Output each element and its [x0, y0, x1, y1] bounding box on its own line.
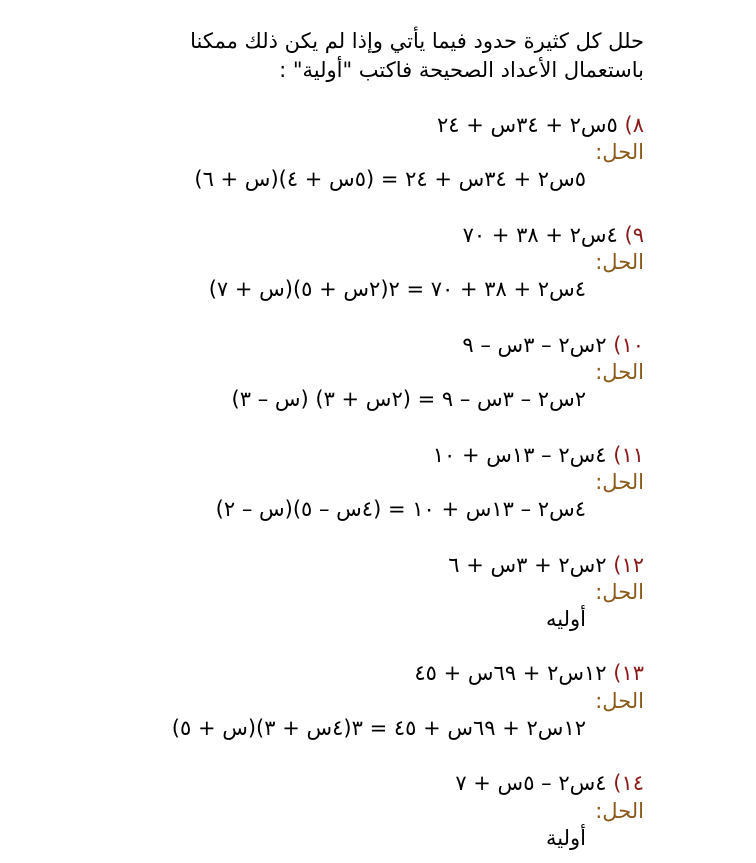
solution-label: الحل:: [595, 470, 644, 494]
solution-label: الحل:: [595, 250, 644, 274]
problem-number: ١٠): [613, 333, 644, 357]
problem-expression: ٤س٢ – ٥س + ٧: [455, 771, 607, 795]
solution-label: الحل:: [595, 799, 644, 823]
problem-number: ١٣): [613, 661, 644, 685]
solution-label: الحل:: [595, 360, 644, 384]
problem-expression: ٤س٢ + ٣٨ + ٧٠: [462, 223, 618, 247]
problem-8: [437, 110, 644, 140]
instructions-line-2: باستعمال الأعداد الصحيحة فاكتب "أولية" :: [279, 58, 644, 82]
problem-number: ٩): [624, 223, 644, 247]
solution-text: ٢س٢ – ٣س – ٩ = (٢س + ٣) (س – ٣): [231, 387, 586, 411]
solution-text: أولية: [546, 826, 586, 850]
solution-text: ٥س٢ + ٣٤س + ٢٤ = (٥س + ٤)(س + ٦): [194, 167, 586, 191]
problem-10: [462, 330, 644, 360]
solution-text: ١٢س٢ + ٦٩س + ٤٥ = ٣(٤س + ٣)(س + ٥): [171, 716, 586, 740]
problem-14: [455, 768, 644, 798]
problem-11: [433, 440, 644, 470]
problem-number: ١٢): [613, 553, 644, 577]
problem-number: ٨): [624, 113, 644, 137]
problem-12: [448, 550, 644, 580]
solution-label: الحل:: [595, 580, 644, 604]
problem-expression: ٢س٢ – ٣س – ٩: [462, 333, 607, 357]
problem-expression: ٥س٢ + ٣٤س + ٢٤: [436, 113, 618, 137]
instructions-line-1: حلل كل كثيرة حدود فيما يأتي وإذا لم يكن ذلك ممكنا: [190, 29, 644, 53]
problem-expression: ٤س٢ – ١٣س + ١٠: [432, 443, 607, 467]
problem-number: ١٤): [613, 771, 644, 795]
problem-number: ١١): [613, 443, 644, 467]
solution-text: أوليه: [546, 607, 586, 631]
solution-text: ٤س٢ – ١٣س + ١٠ = (٤س – ٥)(س – ٢): [215, 497, 586, 521]
solution-label: الحل:: [595, 689, 644, 713]
problem-expression: ١٢س٢ + ٦٩س + ٤٥: [414, 661, 607, 685]
problem-9: [463, 220, 644, 250]
solution-text: ٤س٢ + ٣٨ + ٧٠ = ٢(٢س + ٥)(س + ٧): [208, 277, 586, 301]
problem-expression: ٢س٢ + ٣س + ٦: [448, 553, 607, 577]
solution-label: الحل:: [595, 140, 644, 164]
problem-13: [414, 658, 644, 688]
